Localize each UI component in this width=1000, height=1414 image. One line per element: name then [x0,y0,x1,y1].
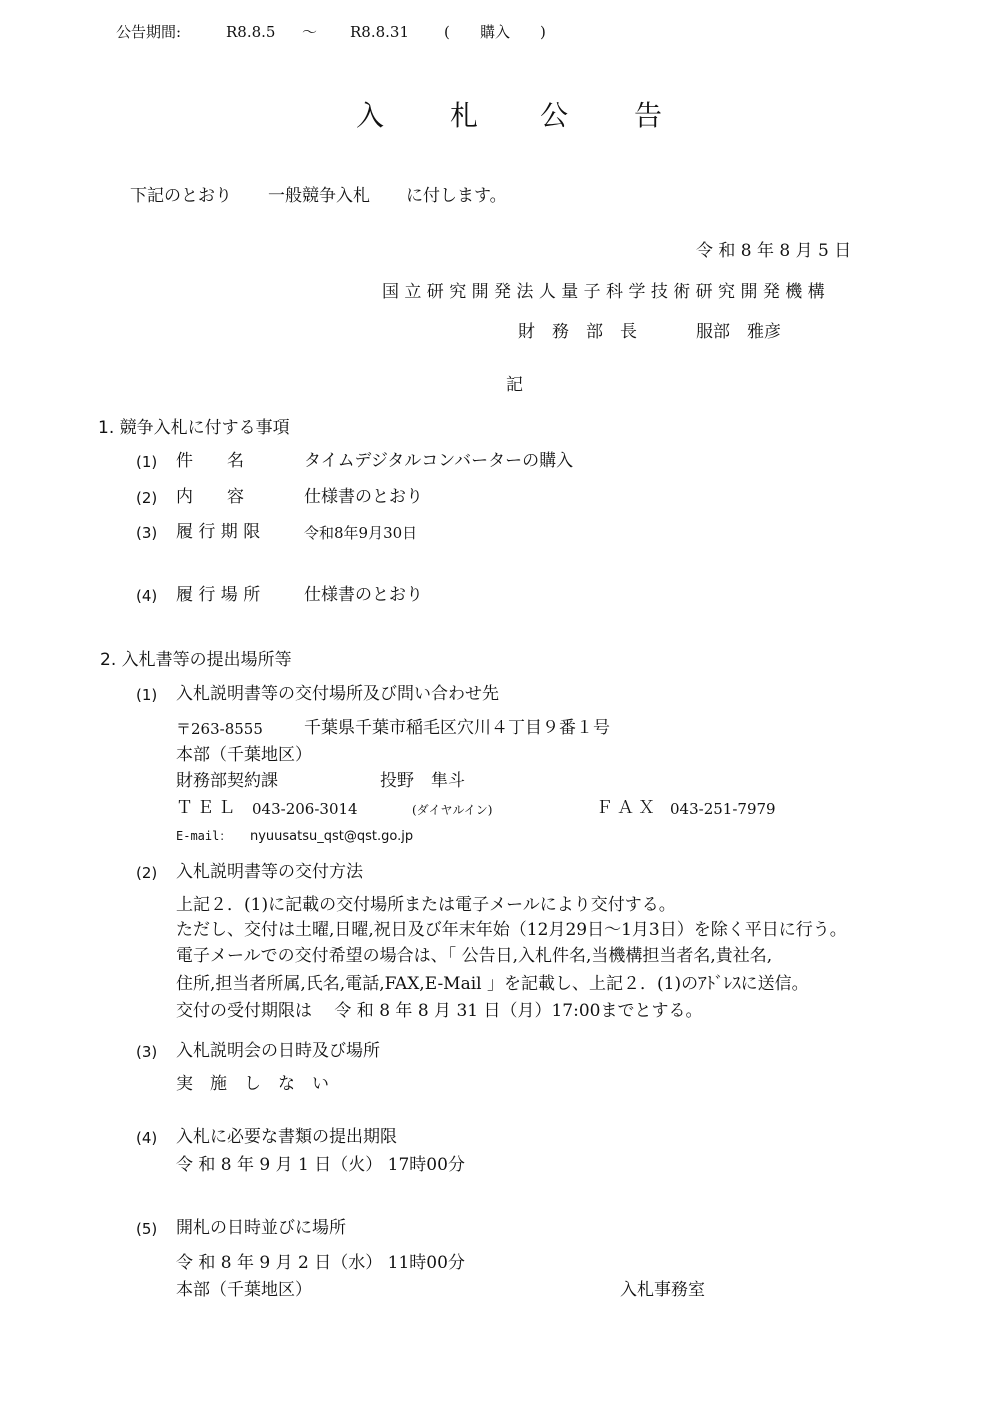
s1-item1-label: 件 名 [176,451,244,471]
intro-method: 一般競争入札 [268,186,370,206]
delivery-line-2: ただし、交付は土曜,日曜,祝日及び年末年始（12月29日～1月3日）を除く平日に行う。 [176,920,847,940]
s1-item1-num: (1) [136,453,158,471]
s1-item2-num: (2) [136,489,158,507]
notice-date: 令 和 8 年 8 月 5 日 [696,241,852,261]
s2-sub1-title: 入札説明書等の交付場所及び問い合わせ先 [176,684,499,704]
fax-label: ＦＡＸ [596,798,659,818]
notice-period-paren-close: ) [540,23,546,41]
title-char-4: 告 [634,99,663,132]
s1-item4-value: 仕様書のとおり [304,585,423,605]
organization-name: 国 立 研 究 開 発 法 人 量 子 科 学 技 術 研 究 開 発 機 構 [382,282,825,302]
section2-heading: 2. 入札書等の提出場所等 [100,650,292,670]
briefing-value: 実 施 し な い [176,1074,329,1094]
intro-prefix: 下記のとおり [130,186,232,206]
tel-label: ＴＥＬ [176,798,239,818]
branch: 本部（千葉地区） [176,745,312,765]
delivery-line-4: 住所,担当者所属,氏名,電話,FAX,E-Mail 」を記載し、上記２．(1)のｱﾄﾞﾚｽに送信。 [176,974,809,994]
ki-heading: 記 [506,375,523,395]
title-char-2: 札 [450,99,479,132]
delivery-line-3: 電子メールでの交付希望の場合は、「 公告日,入札件名,当機構担当者名,貴社名, [176,946,773,966]
opening-datetime: 令 和 8 年 9 月 2 日（水） 11時00分 [176,1253,465,1273]
s2-sub5-num: (5) [136,1220,158,1238]
notice-period-start: R8.8.5 [226,23,276,41]
notice-period-end: R8.8.31 [350,23,410,41]
notice-period-kind: 購入 [480,23,511,41]
s2-sub2-num: (2) [136,864,158,882]
title-char-3: 公 [540,99,569,132]
section1-heading: 1. 競争入札に付する事項 [98,418,290,438]
s1-item3-num: (3) [136,524,158,542]
opening-room: 入札事務室 [620,1280,705,1300]
address: 千葉県千葉市稲毛区穴川４丁目９番１号 [304,718,610,738]
notice-period-label: 公告期間: [116,23,182,41]
intro-suffix: に付します。 [406,186,507,206]
s1-item1-value: タイムデジタルコンバーターの購入 [304,451,574,471]
opening-place: 本部（千葉地区） [176,1280,312,1300]
s1-item4-num: (4) [136,587,158,605]
director-title: 財 務 部 長 [518,322,637,342]
contact-person: 投野 隼斗 [380,771,465,791]
submission-deadline: 令 和 8 年 9 月 1 日（火） 17時00分 [176,1155,465,1175]
s2-sub2-title: 入札説明書等の交付方法 [176,862,363,882]
tel-note: (ダイヤルイン) [412,803,493,817]
s1-item4-label: 履 行 場 所 [176,585,261,605]
email-label: E-mail： [176,829,232,843]
tel-number: 043-206-3014 [252,800,358,818]
delivery-line-5: 交付の受付期限は 令 和 8 年 8 月 31 日（月）17:00までとする。 [176,1001,703,1021]
s1-item2-value: 仕様書のとおり [304,487,423,507]
s1-item3-value: 令和8年9月30日 [304,524,418,542]
s2-sub5-title: 開札の日時並びに場所 [176,1218,346,1238]
notice-period-paren-open: ( [444,23,450,41]
director-name: 服部 雅彦 [696,322,781,342]
s1-item2-label: 内 容 [176,487,244,507]
postal-code: 〒263-8555 [176,720,263,738]
s2-sub1-num: (1) [136,686,158,704]
department: 財務部契約課 [176,771,278,791]
email-address[interactable]: nyuusatsu_qst@qst.go.jp [250,829,414,844]
title-char-1: 入 [356,99,385,132]
fax-number: 043-251-7979 [670,800,776,818]
s1-item3-label: 履 行 期 限 [176,522,261,542]
delivery-line-1: 上記２．(1)に記載の交付場所または電子メールにより交付する。 [176,895,676,915]
notice-period-separator: ～ [302,23,318,41]
s2-sub4-title: 入札に必要な書類の提出期限 [176,1127,397,1147]
s2-sub4-num: (4) [136,1129,158,1147]
s2-sub3-title: 入札説明会の日時及び場所 [176,1041,380,1061]
s2-sub3-num: (3) [136,1043,158,1061]
